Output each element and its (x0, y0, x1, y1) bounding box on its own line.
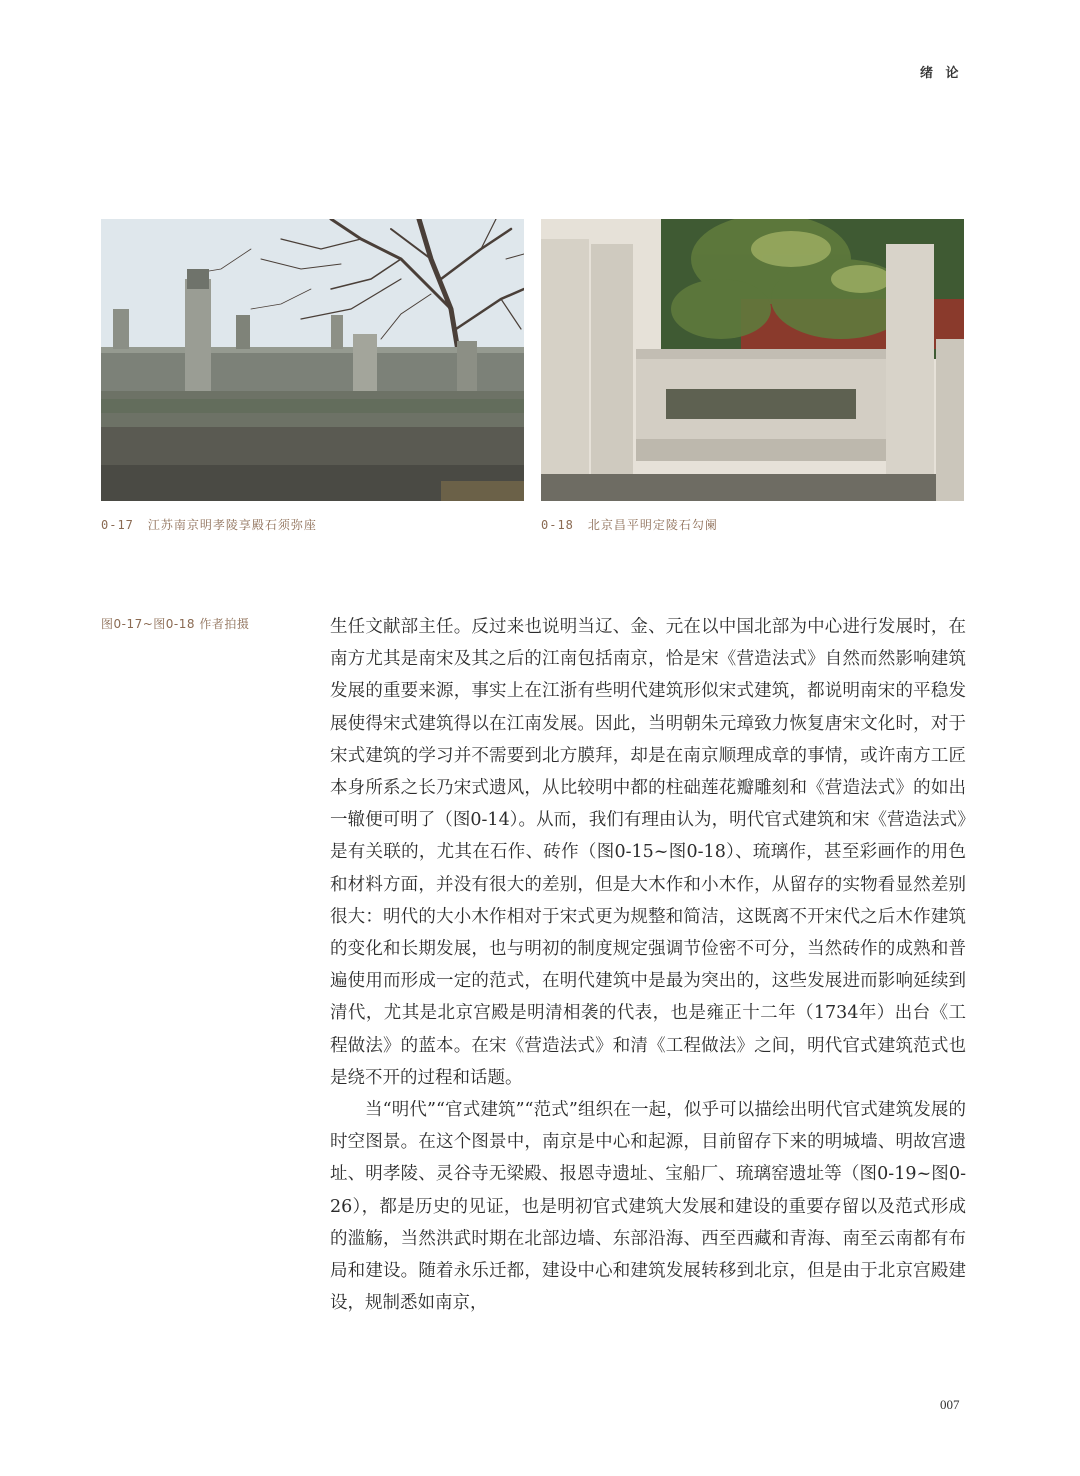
figure-0-18-caption: 0-18 北京昌平明定陵石勾阑 (541, 518, 718, 532)
section-title: 绪 论 (920, 66, 963, 81)
paragraph: 生任文献部主任。反过来也说明当辽、金、元在以中国北部为中心进行发展时，在南方尤其是南宋及其之后的江南包括南京，恰是宋《营造法式》自然而然影响建筑发展的重要来源，事实上在江浙有些明代建筑形似宋式建筑，都说明南宋的平稳发展使得宋式建筑得以在江南发展。因此，当明朝朱元璋致力恢复唐宋文化时，对于宋式建筑的学习并不需要到北方膜拜，却是在南京顺理成章的事情，或许南方工匠本身所系之长乃宋式遗风，从比较明中都的柱础莲花瓣雕刻和《营造法式》的如出一辙便可明了（图0-14）。从而，我们有理由认为，明代官式建筑和宋《营造法式》是有关联的，尤其在石作、砖作（图0-15~图0-18）、琉璃作，甚至彩画作的用色和材料方面，并没有很大的差别，但是大木作和小木作，从留存的实物看显然差别很大：明代的大小木作相对于宋式更为规整和简洁，这既离不开宋代之后木作建筑的变化和长期发展，也与明初的制度规定强调节俭密不可分，当然砖作的成熟和普遍使用而形成一定的范式，在明代建筑中是最为突出的，这些发展进而影响延续到清代，尤其是北京宫殿是明清相袭的代表，也是雍正十二年（1734年）出台《工程做法》的蓝本。在宋《营造法式》和清《工程做法》之间，明代官式建筑范式也是绕不开的过程和话题。 (330, 617, 966, 1088)
photo-credit: 图0-17~图0-18 作者拍摄 (101, 617, 250, 631)
body-text (330, 611, 966, 1319)
paragraph: 当“明代”“官式建筑”“范式”组织在一起，似乎可以描绘出明代官式建筑发展的时空图景。在这个图景中，南京是中心和起源，目前留存下来的明城墙、明故宫遗址、明孝陵、灵谷寺无梁殿、报恩寺遗址、宝船厂、琉璃窑遗址等（图0-19~图0-26），都是历史的见证，也是明初官式建筑大发展和建设的重要存留以及范式形成的滥觞，当然洪武时期在北部边墙、东部沿海、西至西藏和青海、南至云南都有布局和建设。随着永乐迁都，建设中心和建筑发展转移到北京，但是由于北京宫殿建设，规制悉如南京， (330, 1100, 966, 1314)
figure-0-17-caption: 0-17 江苏南京明孝陵享殿石须弥座 (101, 518, 317, 532)
figure-0-18-photo (541, 219, 964, 501)
page-number: 007 (940, 1397, 960, 1412)
figure-0-17-photo (101, 219, 524, 501)
